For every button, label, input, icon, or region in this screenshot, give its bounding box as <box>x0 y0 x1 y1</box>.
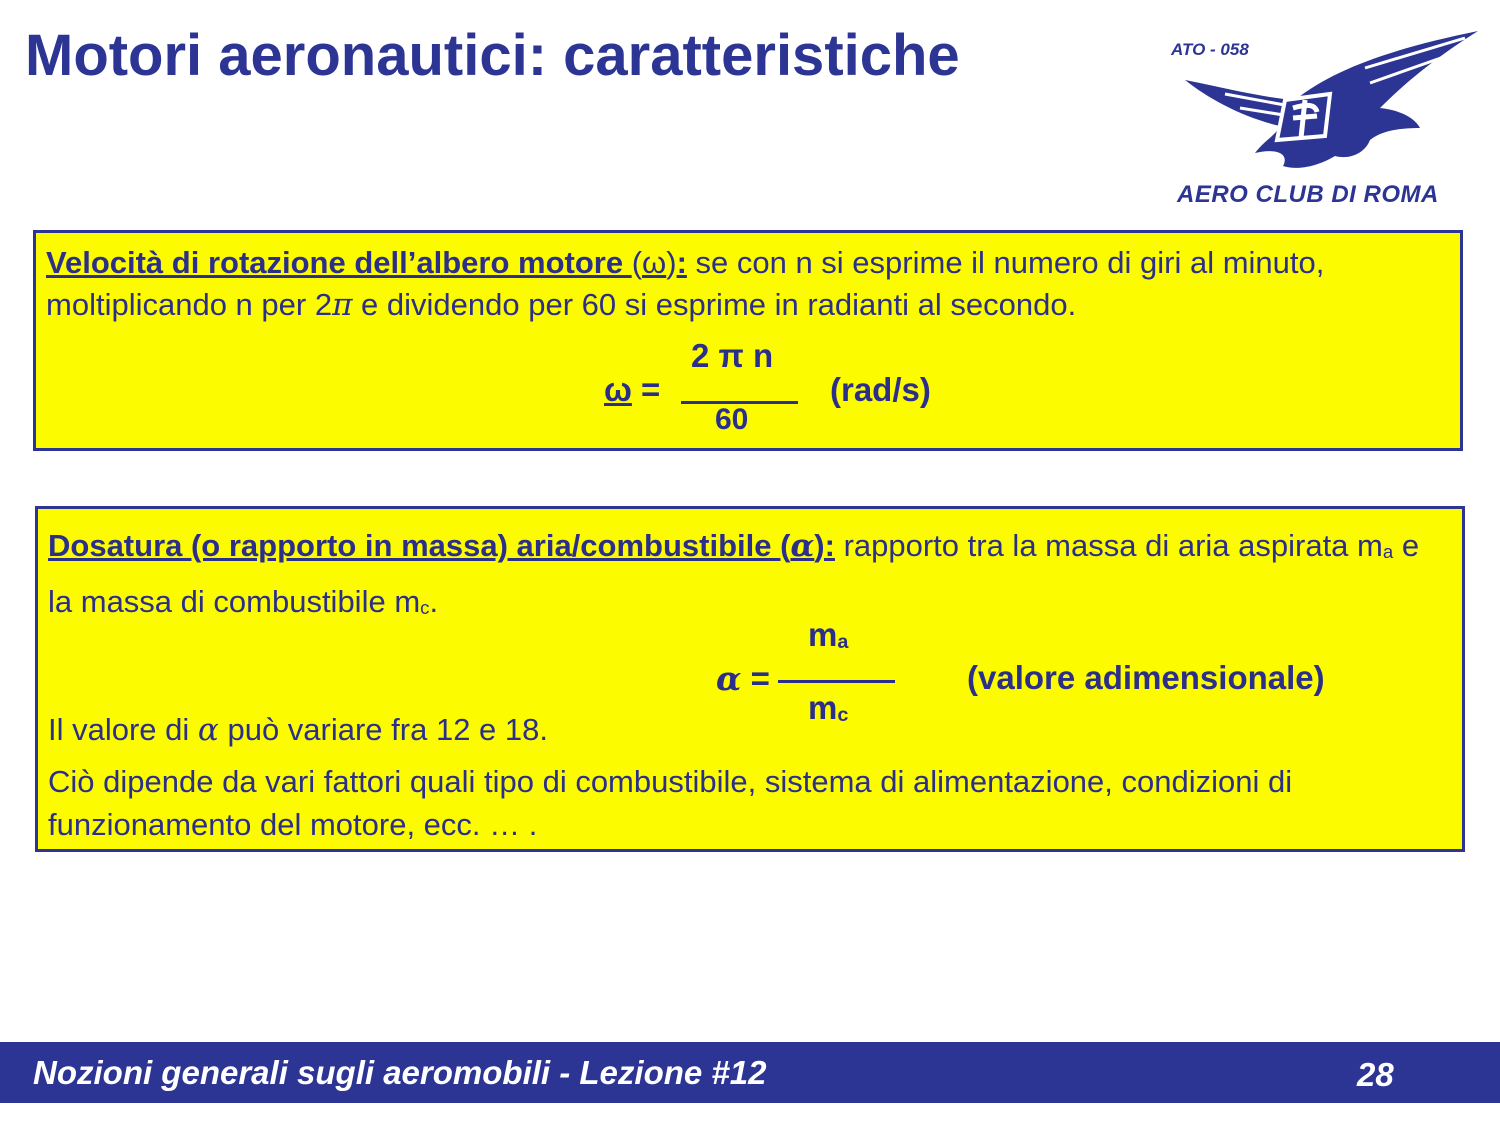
acr-monogram <box>1277 94 1330 140</box>
subscript-a: a <box>1382 541 1394 562</box>
air-fuel-ratio-box <box>35 506 1465 852</box>
footer-bar <box>0 1042 1500 1103</box>
air-fuel-text-mid: e la massa di combustibile m <box>48 528 1420 619</box>
alpha-formula-lhs <box>716 659 770 698</box>
omega-formula-lhs <box>604 371 660 409</box>
alpha-fraction-line <box>778 680 895 683</box>
alpha-factors-text: Ciò dipende da vari fattori quali tipo di combustibile, sistema di alimentazione, condizioni di funzionamento del motore, ecc. … . <box>48 764 1293 842</box>
omega-open-paren: ( <box>631 245 643 280</box>
alpha-formula-symbol: α <box>716 659 742 698</box>
slide-title: Motori aeronautici: caratteristiche <box>25 23 960 88</box>
air-fuel-heading-close: ): <box>814 528 835 563</box>
alpha-formula-denominator <box>808 689 848 727</box>
alpha-range-text <box>48 709 548 751</box>
alpha-formula-numerator <box>808 616 848 654</box>
angular-velocity-heading: Velocità di rotazione dell’albero motore <box>46 245 632 280</box>
alpha-range-symbol: α <box>197 712 219 748</box>
numerator-m: m <box>808 616 838 653</box>
range-text-2: può variare fra 12 e 18. <box>218 712 548 747</box>
air-fuel-text: rapporto tra la massa di aria aspirata m <box>834 528 1383 563</box>
heading-colon: : <box>676 245 687 280</box>
alpha-heading-symbol: α <box>790 528 815 564</box>
page-number: 28 <box>1357 1056 1394 1093</box>
angular-velocity-text: se con n si esprime il numero di giri al minuto, moltiplicando n per 2 <box>46 245 1325 322</box>
omega-formula-unit: (rad/s) <box>830 371 931 408</box>
aero-club-logo <box>1165 28 1485 210</box>
angular-velocity-box <box>33 230 1463 451</box>
logo-name: AERO CLUB DI ROMA <box>1177 181 1439 208</box>
omega-symbol: ω <box>642 245 667 280</box>
omega-close-paren: ) <box>666 245 677 280</box>
omega-formula-numerator: 2 π n <box>691 337 774 374</box>
alpha-formula-equals: = <box>741 660 770 697</box>
omega-formula-symbol: ω <box>604 371 632 408</box>
angular-velocity-text-2: e dividendo per 60 si esprime in radianti al secondo. <box>352 287 1077 322</box>
range-text-1: Il valore di <box>48 712 198 747</box>
alpha-formula-unit: (valore adimensionale) <box>967 659 1325 696</box>
omega-formula-equals: = <box>631 371 661 408</box>
denominator-m: m <box>808 689 838 726</box>
pi-symbol: π <box>332 287 353 323</box>
subscript-c: c <box>420 597 430 618</box>
air-fuel-heading: Dosatura (o rapporto in massa) aria/combustibile ( <box>48 528 791 563</box>
air-fuel-text-end: . <box>429 584 439 619</box>
denominator-sub: c <box>837 704 849 726</box>
angular-velocity-description <box>46 242 1446 326</box>
omega-formula-denominator: 60 <box>715 403 749 436</box>
numerator-sub: a <box>837 631 849 653</box>
air-fuel-description <box>48 521 1448 633</box>
logo-code: ATO - 058 <box>1171 40 1249 59</box>
footer-lesson-title: Nozioni generali sugli aeromobili - Lezione #12 <box>33 1054 767 1091</box>
